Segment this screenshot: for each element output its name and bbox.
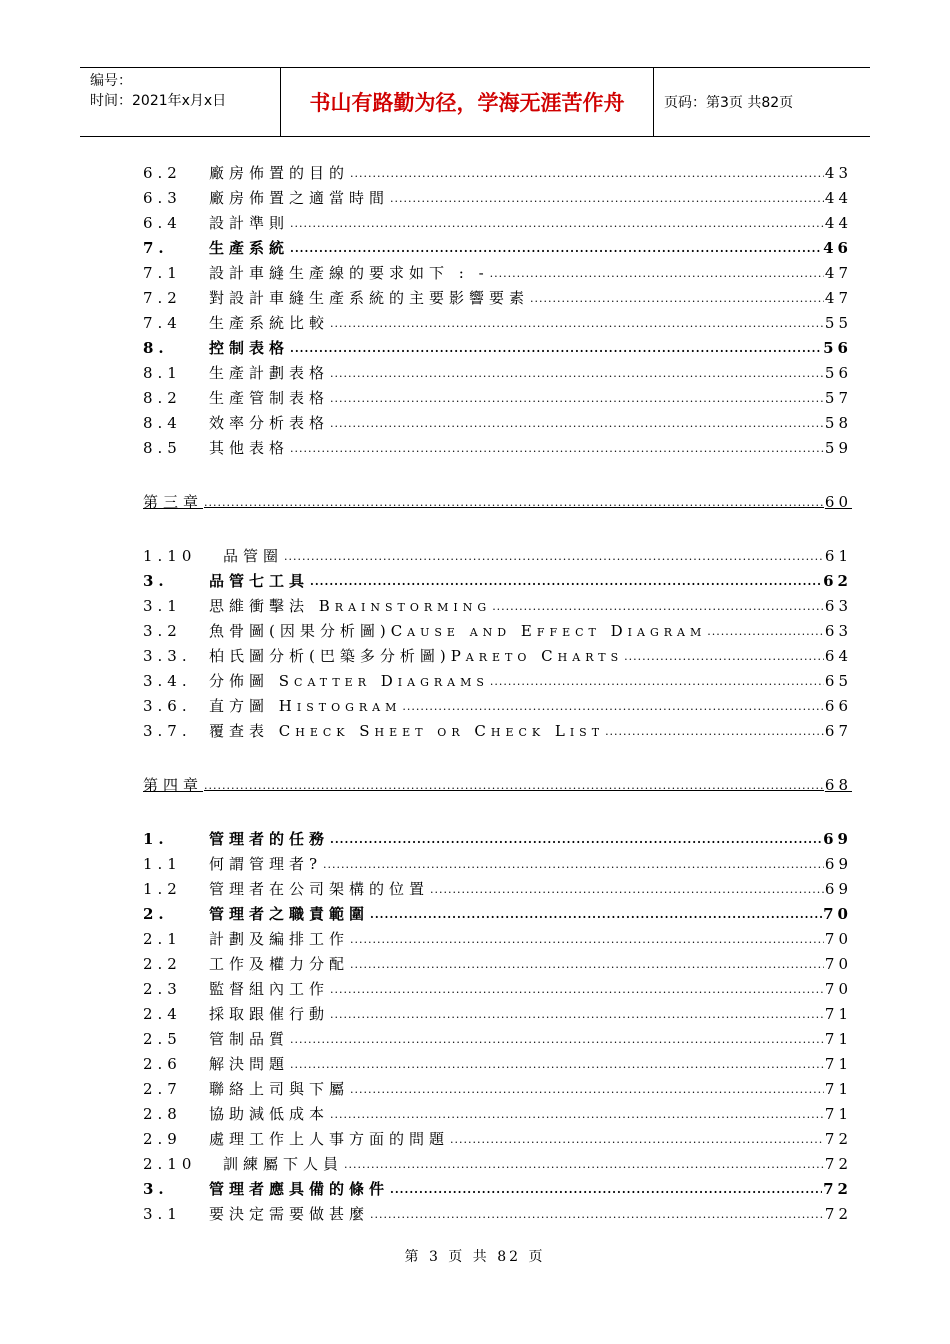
toc-entry-number: 2.8 [143,1104,182,1123]
toc-entry[interactable] [143,851,852,876]
toc-entry[interactable] [143,826,852,851]
toc-entry-page: 69 [824,879,852,898]
toc-entry-title: 生產管制表格 [209,389,330,407]
toc-entry[interactable] [143,1176,852,1201]
toc-entry-title: 第三章 [143,493,204,511]
toc-leader-dots [330,417,824,435]
toc-entry-page: 65 [824,671,852,690]
toc-entry-page: 71 [824,1054,852,1073]
toc-entry-title: 管制品質 [209,1030,290,1048]
toc-entry-page: 71 [824,1004,852,1023]
toc-entry[interactable] [143,235,852,260]
toc-entry-page: 59 [824,438,852,457]
toc-leader-dots [284,550,824,568]
toc-leader-dots [490,267,824,285]
toc-entry-title: 管理者之職責範圍 [209,905,370,923]
toc-entry-page: 62 [823,571,852,590]
toc-entry[interactable] [143,435,852,460]
toc-entry-page: 60 [824,492,852,511]
toc-entry[interactable] [143,668,852,693]
toc-leader-dots [350,167,824,185]
toc-leader-dots [290,442,824,460]
toc-entry-number: 1.2 [143,879,182,898]
toc-entry-title: 控制表格 [209,339,290,357]
toc-entry-number: 1.1 [143,854,182,873]
toc-entry-title: 第四章 [143,776,204,794]
table-of-contents [143,160,852,1226]
toc-leader-dots [402,700,824,718]
toc-entry[interactable] [143,876,852,901]
toc-entry-number: 8.2 [143,388,182,407]
toc-leader-dots [350,933,824,951]
toc-entry-number: 3.3. [143,646,192,665]
toc-entry-page: 66 [824,696,852,715]
toc-entry-page: 44 [824,188,852,207]
toc-entry-title: 設計準則 [209,214,290,232]
toc-entry-title: 工作及權力分配 [209,955,350,973]
header-motto: 书山有路勤为径，学海无涯苦作舟 [281,68,654,136]
toc-entry[interactable] [143,210,852,235]
toc-entry[interactable] [143,1151,852,1176]
toc-entry-number: 3.7. [143,721,192,740]
toc-entry-page: 69 [824,854,852,873]
toc-gap [143,743,848,772]
toc-gap [143,460,848,489]
toc-entry-number: 2. [143,904,169,923]
toc-leader-dots [310,575,822,593]
toc-entry-title: 生產系統 [209,239,290,257]
toc-entry-page: 61 [824,546,852,565]
toc-entry-number: 6.3 [143,188,182,207]
toc-entry[interactable] [143,926,852,951]
toc-entry-number: 2.2 [143,954,182,973]
toc-gap [143,514,848,543]
toc-leader-dots [330,367,824,385]
toc-entry[interactable] [143,693,852,718]
toc-entry-page: 43 [824,163,852,182]
toc-entry-page: 72 [823,1179,852,1198]
toc-leader-dots [330,983,824,1001]
toc-chapter-entry[interactable] [143,489,852,514]
toc-leader-dots [290,1058,824,1076]
toc-leader-dots [290,217,824,235]
toc-leader-dots [707,625,824,643]
toc-leader-dots [390,192,824,210]
toc-entry[interactable] [143,1201,852,1226]
toc-entry-title: 柏氏圖分析(巴築多分析圖)Pareto Charts [209,647,624,665]
toc-entry-page: 56 [823,338,852,357]
toc-entry-page: 63 [824,621,852,640]
toc-entry[interactable] [143,976,852,1001]
toc-chapter-entry[interactable] [143,772,852,797]
toc-entry-title: 對設計車縫生產系統的主要影響要素 [209,289,530,307]
toc-entry-page: 70 [824,979,852,998]
toc-entry-page: 47 [824,263,852,282]
toc-entry-page: 70 [824,929,852,948]
toc-leader-dots [330,1008,824,1026]
header-meta [80,68,281,136]
toc-entry[interactable] [143,160,852,185]
toc-entry[interactable] [143,1026,852,1051]
toc-entry-number: 1. [143,829,169,848]
toc-leader-dots [530,292,824,310]
toc-entry[interactable] [143,951,852,976]
toc-entry[interactable] [143,285,852,310]
toc-entry[interactable] [143,335,852,360]
toc-leader-dots [290,1033,824,1051]
toc-entry-page: 71 [824,1104,852,1123]
toc-leader-dots [330,392,824,410]
toc-entry[interactable] [143,410,852,435]
toc-entry[interactable] [143,310,852,335]
toc-entry-page: 70 [824,954,852,973]
toc-entry-title: 協助減低成本 [209,1105,330,1123]
toc-leader-dots [323,858,824,876]
toc-entry-title: 要決定需要做甚麼 [209,1205,370,1223]
toc-entry-number: 2.10 [143,1154,197,1173]
toc-entry[interactable] [143,1051,852,1076]
toc-entry-number: 8.1 [143,363,182,382]
toc-entry-number: 7.4 [143,313,182,332]
toc-entry-title: 管理者應具備的條件 [209,1180,390,1198]
toc-entry-page: 67 [824,721,852,740]
toc-entry-number: 8. [143,338,169,357]
toc-entry-number: 8.4 [143,413,182,432]
toc-entry-page: 71 [824,1029,852,1048]
toc-leader-dots [350,958,824,976]
toc-leader-dots [290,342,822,360]
toc-entry-title: 分佈圖 Scatter Diagrams [209,672,489,690]
page-footer: 第 3 页 共 82 页 [404,1249,546,1265]
toc-entry-number: 8.5 [143,438,182,457]
toc-entry[interactable] [143,385,852,410]
toc-entry-number: 7.1 [143,263,182,282]
toc-entry-number: 3.1 [143,1204,182,1223]
toc-leader-dots [350,1083,824,1101]
toc-entry-page: 70 [823,904,852,923]
toc-entry-title: 魚骨圖(因果分析圖)Cause and Effect Diagram [209,622,707,640]
toc-entry-number: 7. [143,238,169,257]
toc-entry-number: 2.7 [143,1079,182,1098]
toc-entry-number: 6.2 [143,163,182,182]
toc-entry-title: 採取跟催行動 [209,1005,330,1023]
toc-entry[interactable] [143,901,852,926]
toc-leader-dots [450,1133,824,1151]
toc-gap [143,797,848,826]
toc-entry-number: 3. [143,1179,169,1198]
toc-entry[interactable] [143,543,852,568]
toc-entry-number: 1.10 [143,546,197,565]
toc-entry-title: 管理者在公司架構的位置 [209,880,430,898]
toc-entry-title: 訓練屬下人員 [223,1155,344,1173]
toc-entry-page: 72 [824,1204,852,1223]
toc-entry-page: 57 [824,388,852,407]
toc-entry-title: 處理工作上人事方面的問題 [209,1130,450,1148]
toc-entry-title: 思維衝擊法 Brainstorming [209,597,492,615]
toc-entry-number: 2.6 [143,1054,182,1073]
toc-entry-page: 69 [823,829,852,848]
toc-entry-page: 64 [824,646,852,665]
toc-entry-number: 3.6. [143,696,192,715]
toc-entry-number: 2.5 [143,1029,182,1048]
toc-entry-title: 覆查表 Check Sheet or Check List [209,722,605,740]
toc-entry-number: 2.4 [143,1004,182,1023]
toc-entry-number: 3. [143,571,169,590]
toc-entry-page: 72 [824,1154,852,1173]
toc-entry-title: 效率分析表格 [209,414,330,432]
toc-leader-dots [605,725,824,743]
toc-entry-number: 3.2 [143,621,182,640]
toc-leader-dots [370,908,822,926]
toc-leader-dots [204,779,824,797]
toc-entry[interactable] [143,260,852,285]
time-label: 时间：2021年x月x日 [90,93,227,109]
toc-entry-number: 3.1 [143,596,182,615]
toc-entry[interactable] [143,718,852,743]
toc-entry[interactable] [143,618,852,643]
toc-entry-number: 2.9 [143,1129,182,1148]
toc-entry-page: 55 [824,313,852,332]
toc-entry[interactable] [143,1101,852,1126]
toc-entry-page: 44 [824,213,852,232]
toc-leader-dots [204,496,824,514]
toc-entry-title: 設計車縫生產線的要求如下 : - [209,264,489,282]
toc-entry-title: 解決問題 [209,1055,290,1073]
header-page-info: 页码：第3页 共82页 [664,95,794,111]
toc-leader-dots [330,1108,824,1126]
toc-entry[interactable] [143,1126,852,1151]
toc-entry-title: 直方圖 Histogram [209,697,402,715]
toc-entry-page: 63 [824,596,852,615]
toc-entry-page: 46 [823,238,852,257]
number-label: 编号： [90,73,132,89]
toc-entry-title: 生產系統比較 [209,314,330,332]
toc-entry-number: 2.1 [143,929,182,948]
toc-entry[interactable] [143,568,852,593]
toc-entry-title: 品管七工具 [209,572,310,590]
toc-leader-dots [390,1183,822,1201]
toc-entry-page: 71 [824,1079,852,1098]
toc-entry-number: 6.4 [143,213,182,232]
toc-entry-number: 2.3 [143,979,182,998]
toc-entry-page: 68 [824,775,852,794]
toc-leader-dots [370,1208,824,1226]
toc-leader-dots [330,833,822,851]
toc-entry[interactable] [143,185,852,210]
toc-entry-title: 品管圈 [223,547,284,565]
toc-entry-page: 56 [824,363,852,382]
toc-entry-title: 計劃及編排工作 [209,930,350,948]
toc-leader-dots [490,675,824,693]
toc-entry-title: 廠房佈置之適當時間 [209,189,390,207]
page-header [80,67,870,137]
toc-entry-title: 廠房佈置的目的 [209,164,350,182]
toc-entry[interactable] [143,360,852,385]
toc-leader-dots [492,600,824,618]
toc-leader-dots [624,650,824,668]
toc-leader-dots [430,883,824,901]
toc-entry-number: 7.2 [143,288,182,307]
toc-leader-dots [344,1158,824,1176]
toc-leader-dots [330,317,824,335]
toc-entry-title: 聯絡上司與下屬 [209,1080,350,1098]
toc-entry-page: 58 [824,413,852,432]
toc-entry-title: 監督組內工作 [209,980,330,998]
toc-entry-title: 何謂管理者? [209,855,323,873]
toc-entry-title: 生產計劃表格 [209,364,330,382]
toc-entry-number: 3.4. [143,671,192,690]
toc-entry[interactable] [143,1076,852,1101]
toc-entry-title: 其他表格 [209,439,290,457]
toc-entry[interactable] [143,593,852,618]
toc-entry-page: 72 [824,1129,852,1148]
toc-leader-dots [290,242,822,260]
toc-entry-page: 47 [824,288,852,307]
toc-entry[interactable] [143,643,852,668]
toc-entry[interactable] [143,1001,852,1026]
toc-entry-title: 管理者的任務 [209,830,330,848]
